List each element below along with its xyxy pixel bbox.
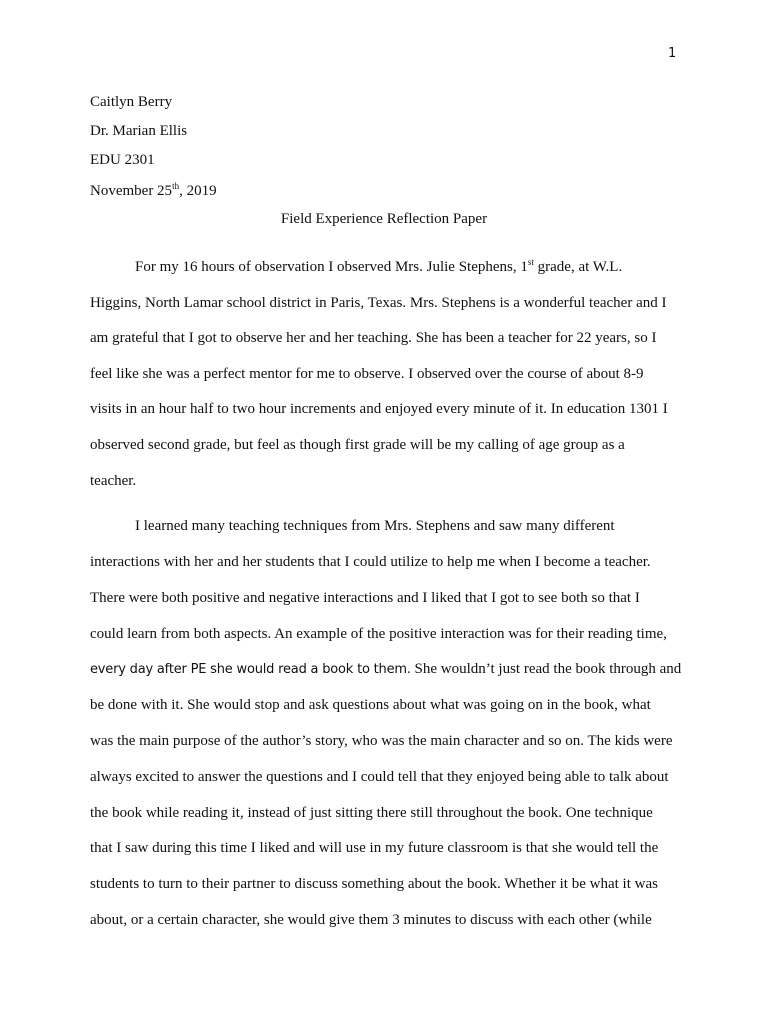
paragraph1-line: Higgins, North Lamar school district in Paris, Texas. Mrs. Stephens is a wonderful teacher and I bbox=[90, 295, 667, 311]
paragraph2-line bbox=[90, 660, 681, 679]
line-text: She wouldn’t just read the book through and bbox=[410, 661, 682, 677]
instructor-name: Dr. Marian Ellis bbox=[90, 123, 188, 139]
submission-date bbox=[90, 182, 217, 200]
paragraph2-line: was the main purpose of the author’s story, who was the main character and so on. The kids were bbox=[90, 733, 673, 749]
paragraph2-line: could learn from both aspects. An example of the positive interaction was for their reading time, bbox=[90, 626, 667, 642]
date-superscript: th bbox=[172, 181, 180, 191]
paragraph2-line: students to turn to their partner to discuss something about the book. Whether it be what it was bbox=[90, 876, 658, 892]
paragraph2-line: I learned many teaching techniques from Mrs. Stephens and saw many different bbox=[135, 518, 615, 534]
paragraph1-line: visits in an hour half to two hour increments and enjoyed every minute of it. In education 1301 I bbox=[90, 401, 668, 417]
page-number: 1 bbox=[668, 46, 677, 61]
paragraph2-line: interactions with her and her students that I could utilize to help me when I become a teacher. bbox=[90, 554, 651, 570]
line-text: For my 16 hours of observation I observed Mrs. Julie Stephens, 1 bbox=[135, 259, 528, 275]
paragraph2-line: about, or a certain character, she would give them 3 minutes to discuss with each other (while bbox=[90, 912, 652, 928]
course-code: EDU 2301 bbox=[90, 152, 155, 168]
paragraph1-line: feel like she was a perfect mentor for me to observe. I observed over the course of about 8-9 bbox=[90, 366, 644, 382]
date-suffix: , 2019 bbox=[179, 183, 217, 199]
sans-text-run: every day after PE she would read a book to them. bbox=[90, 662, 411, 677]
ordinal-superscript: st bbox=[527, 257, 534, 267]
paper-title: Field Experience Reflection Paper bbox=[280, 211, 488, 227]
paragraph2-line: be done with it. She would stop and ask questions about what was going on in the book, what bbox=[90, 697, 651, 713]
paragraph2-line: that I saw during this time I liked and will use in my future classroom is that she would tell the bbox=[90, 840, 659, 856]
paragraph2-line: There were both positive and negative interactions and I liked that I got to see both so that I bbox=[90, 590, 640, 606]
line-text: grade, at W.L. bbox=[533, 259, 623, 275]
paragraph1-line: teacher. bbox=[90, 473, 137, 489]
date-prefix: November 25 bbox=[90, 183, 173, 199]
paragraph1-line: am grateful that I got to observe her and her teaching. She has been a teacher for 22 years, so I bbox=[90, 330, 657, 346]
paragraph1-line: observed second grade, but feel as though first grade will be my calling of age group as a bbox=[90, 437, 625, 453]
student-name: Caitlyn Berry bbox=[90, 94, 173, 110]
paragraph1-line bbox=[135, 258, 622, 276]
paragraph2-line: the book while reading it, instead of just sitting there still throughout the book. One technique bbox=[90, 805, 653, 821]
paragraph2-line: always excited to answer the questions and I could tell that they enjoyed being able to talk about bbox=[90, 769, 669, 785]
